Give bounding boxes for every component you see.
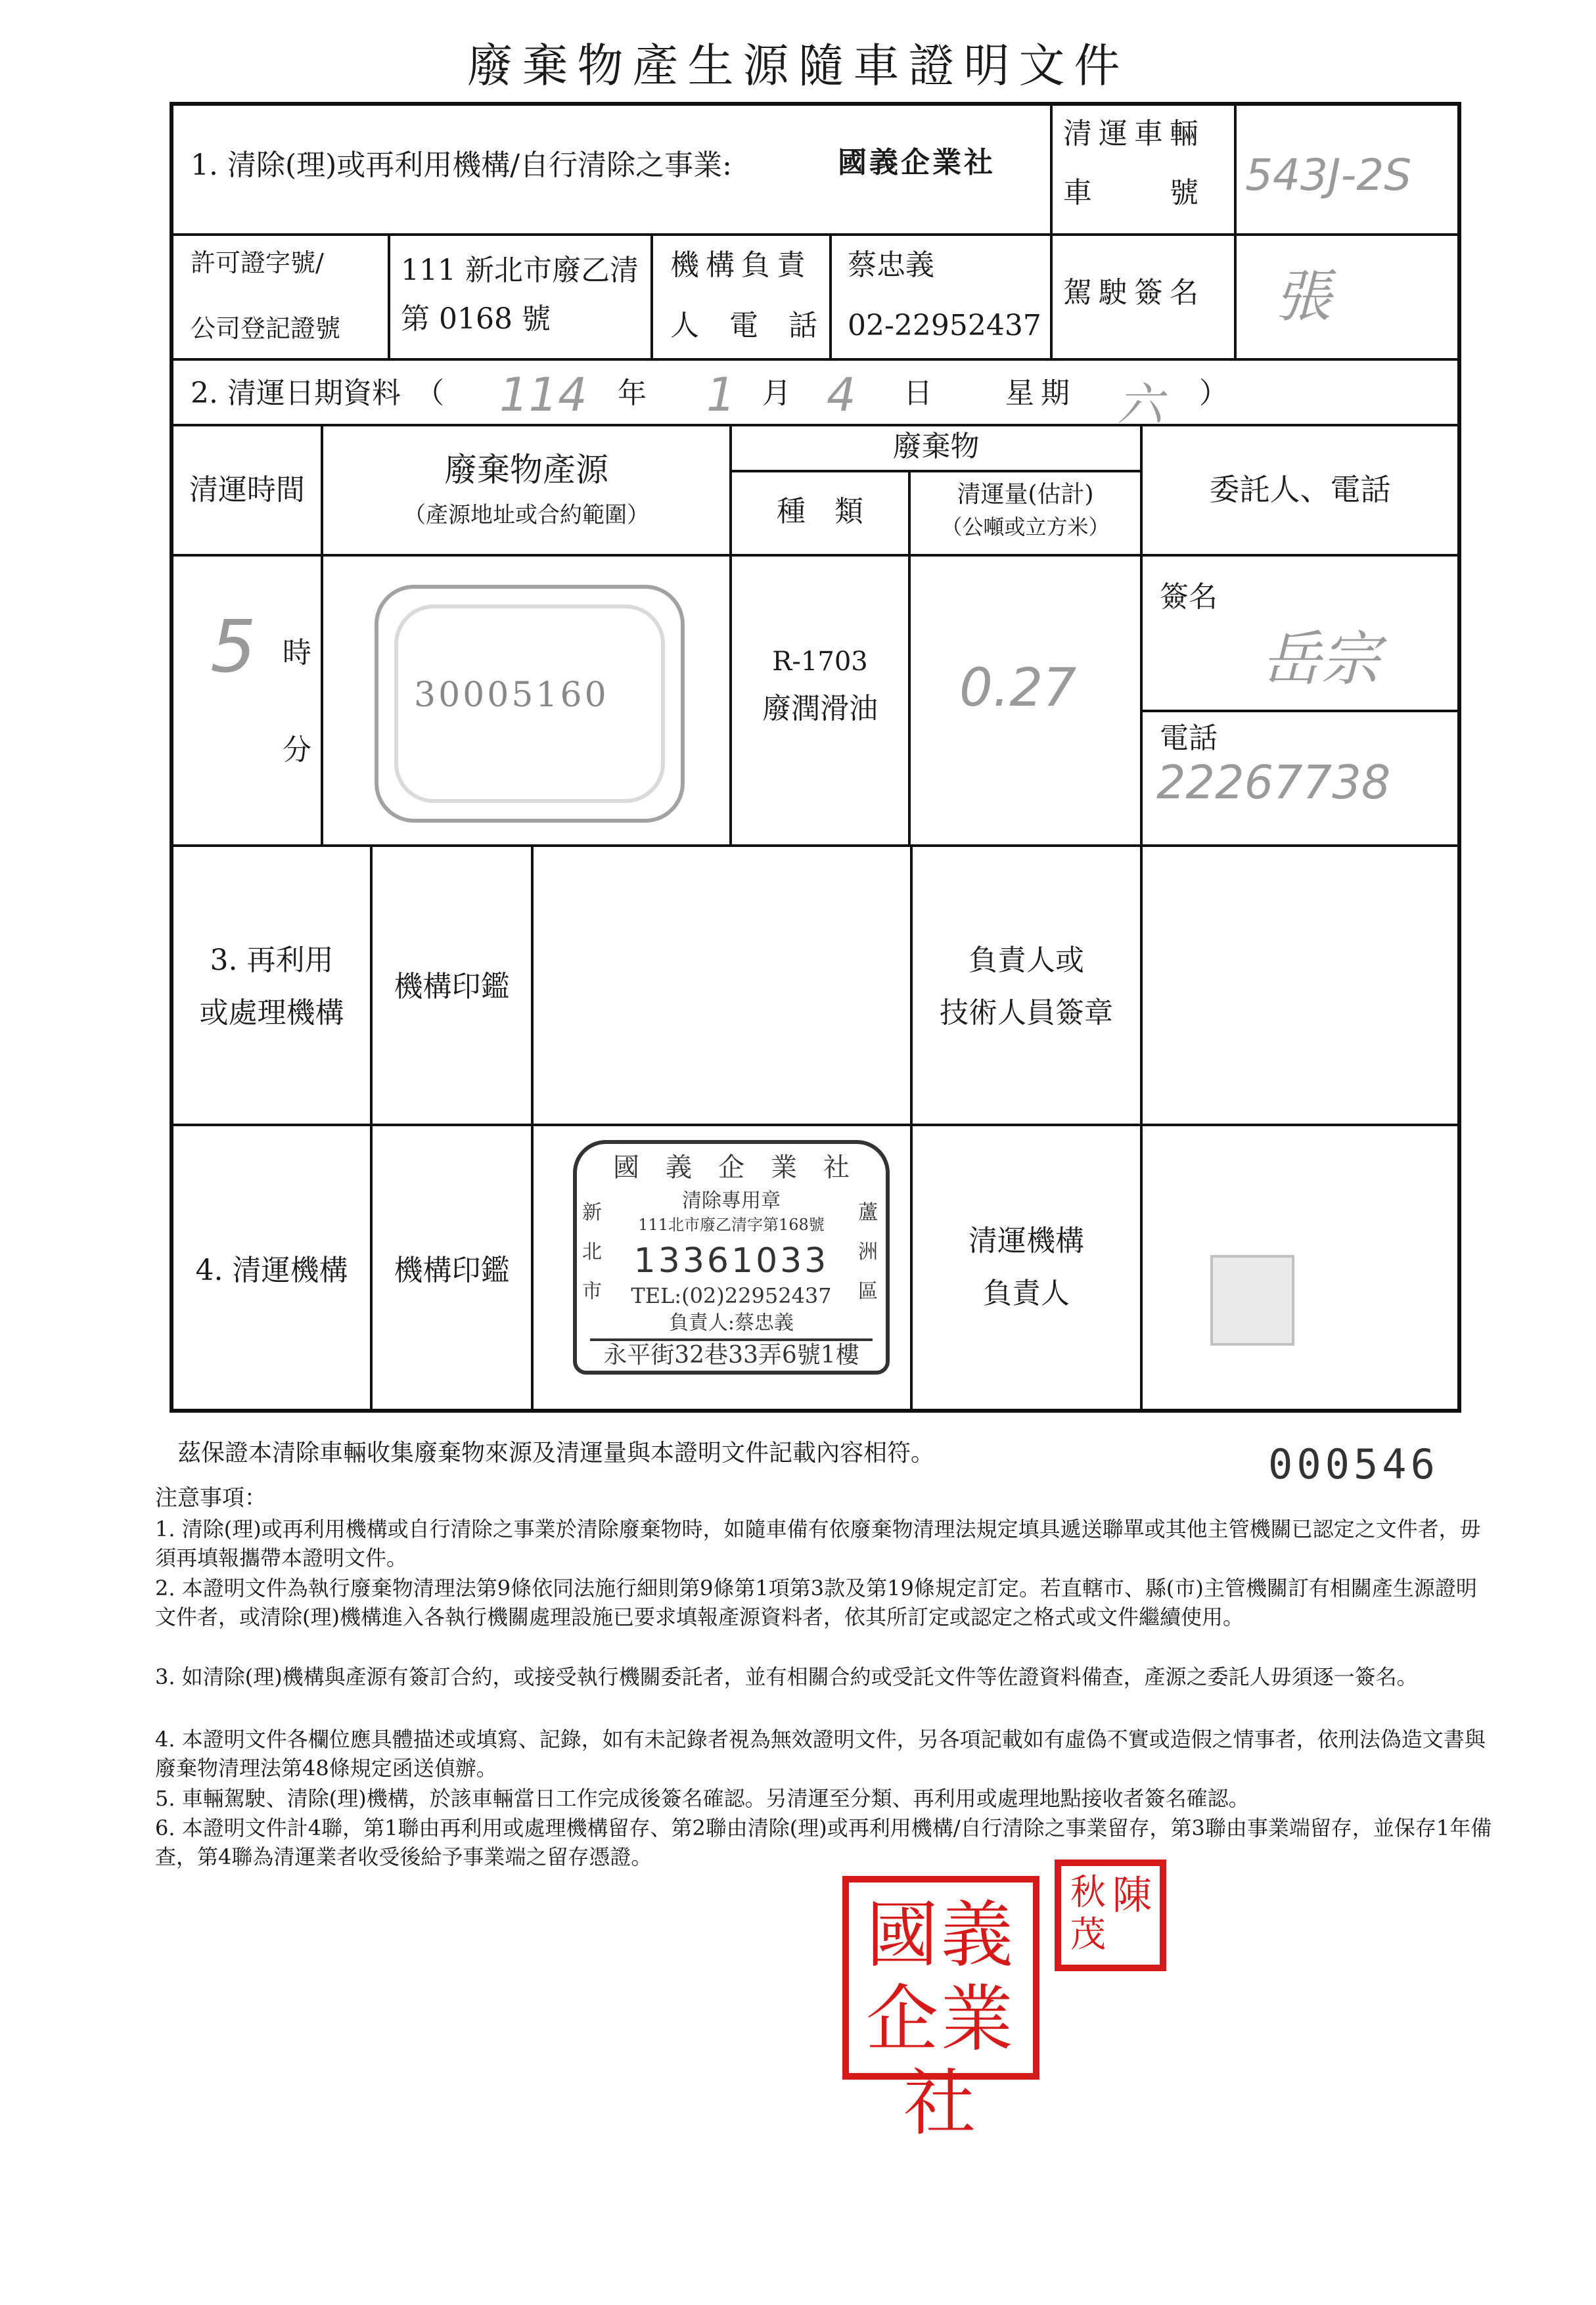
company-registration-label: 公司登記證號: [191, 314, 341, 343]
carrier-responsible-seal: [1210, 1255, 1294, 1346]
carrier-stamp-name: 國 義 企 業 社: [613, 1152, 850, 1183]
owner-red-seal: [1055, 1860, 1166, 1971]
permit-label: 許可證字號/: [191, 248, 324, 277]
day-value: 4: [827, 368, 856, 422]
operator-label: 1. 清除(理)或再利用機構/自行清除之事業:: [191, 148, 732, 182]
owner-name: 蔡忠義: [848, 248, 934, 282]
carrier-stamp-district: 蘆洲區: [858, 1201, 878, 1303]
note-4: 4. 本證明文件各欄位應具體描述或填寫、記錄，如有未記錄者視為無效證明文件，另各項記載如有虛偽不實或造假之情事者，依刑法偽造文書與廢棄物清理法第48條規定函送偵辦。: [155, 1727, 1486, 1781]
waste-amount-header: 清運量(估計): [957, 481, 1094, 508]
waste-code: R-1703: [772, 647, 868, 677]
section3-responsible-label: 負責人或: [969, 944, 1084, 977]
waste-amount: 0.27: [959, 657, 1077, 718]
owner-red-seal-surname: 陳: [1112, 1873, 1152, 1919]
client-signature: 岳宗: [1262, 625, 1380, 694]
client-phone-label: 電話: [1160, 721, 1218, 755]
hour-value: 5: [210, 605, 256, 689]
waste-column-header: 廢棄物: [892, 430, 980, 463]
permit-number-suffix: 第 0168 號: [401, 302, 551, 336]
section4-responsible-label: 負責人: [983, 1277, 1070, 1310]
declaration: 茲保證本清除車輛收集廢棄物來源及清運量與本證明文件記載內容相符。: [177, 1440, 935, 1467]
section4-label: 4. 清運機構: [195, 1254, 348, 1287]
section4-seal-label: 機構印鑑: [394, 1254, 510, 1287]
client-column-header: 委託人、電話: [1209, 472, 1391, 507]
minute-label: 分: [283, 733, 311, 767]
note-6: 6. 本證明文件計4聯，第1聯由再利用或處理機構留存、第2聯由清除(理)或再利用機構/自行清除之事業留存，第3聯由事業端留存，並保存1年備查，第4聯為清運業者收受後給予事業端之留存憑證。: [155, 1815, 1492, 1869]
permit-number: 111 新北市廢乙清: [401, 254, 639, 287]
weekday-value: 六: [1117, 378, 1163, 432]
year-label: 年: [618, 377, 647, 410]
company-red-seal: [842, 1876, 1039, 2145]
date-close: ）: [1199, 377, 1228, 410]
month-value: 1: [706, 368, 736, 422]
carrier-stamp-id: 13361033: [633, 1241, 829, 1281]
source-column-header: 廢棄物產源: [444, 451, 608, 489]
waste-type-header: 種 類: [777, 495, 863, 528]
note-1: 1. 清除(理)或再利用機構或自行清除之事業於清除廢棄物時，如隨車備有依廢棄物清理法規定填具遞送聯單或其他主管機關已認定之文件者，毋須再填報攜帶本證明文件。: [155, 1517, 1481, 1570]
notes-title: 注意事項：: [155, 1485, 267, 1511]
carrier-stamp-tel: TEL:(02)22952437: [631, 1283, 832, 1308]
year-value: 114: [499, 368, 587, 422]
owner-red-seal-given-name: 秋茂: [1070, 1871, 1106, 1955]
section3-label-2: 或處理機構: [199, 996, 344, 1030]
section3-technician-label: 技術人員簽章: [940, 996, 1113, 1030]
carrier-stamp-permit: 111北市廢乙清字第168號: [638, 1216, 825, 1234]
note-2: 2. 本證明文件為執行廢棄物清理法第9條依同法施行細則第9條第1項第3款及第19條規定訂定。若直轄市、縣(市)主管機關訂有相關產生源證明文件者，或清除(理)機構進入各執行機關處理設施已要求填報產源資料者，依其所訂定或認定之格式或文件繼續使用。: [155, 1576, 1477, 1630]
carrier-stamp-use: 清除專用章: [682, 1189, 781, 1212]
company-red-seal-text: 國義企業社: [866, 1893, 1016, 2145]
weekday-label: 星期: [1005, 377, 1076, 410]
client-sign-label: 簽名: [1160, 580, 1218, 614]
date-label: 2. 清運日期資料 （: [191, 377, 444, 410]
serial-number: 000546: [1268, 1440, 1439, 1488]
driver-signature-label: 駕駛簽名: [1063, 276, 1205, 309]
carrier-stamp-address: 永平街32巷33弄6號1樓: [590, 1338, 873, 1369]
client-phone: 22267738: [1156, 756, 1391, 810]
source-stamp-number: 30005160: [414, 675, 609, 715]
month-label: 月: [762, 377, 791, 410]
carrier-stamp-owner: 負責人:蔡忠義: [668, 1312, 794, 1335]
day-label: 日: [903, 377, 932, 410]
waste-name: 廢潤滑油: [762, 692, 878, 725]
vehicle-number-label: 車 號: [1063, 176, 1205, 210]
owner-phone-label: 人 電 話: [670, 309, 828, 342]
note-5: 5. 車輛駕駛、清除(理)機構，於該車輛當日工作完成後簽名確認。另清運至分類、再利用或處理地點接收者簽名確認。: [155, 1786, 1250, 1811]
driver-signature: 張: [1275, 264, 1331, 330]
section3-seal-label: 機構印鑑: [394, 970, 510, 1003]
vehicle-number: 543J-2S: [1245, 150, 1412, 200]
section4-carrier-label: 清運機構: [969, 1224, 1084, 1258]
section3-label: 3. 再利用: [210, 944, 334, 977]
time-column-header: 清運時間: [189, 473, 305, 507]
operator-company: 國義企業社: [838, 146, 995, 179]
note-3: 3. 如清除(理)機構與產源有簽訂合約，或接受執行機關委託者，並有相關合約或受託文件等佐證資料備查，產源之委託人毋須逐一簽名。: [155, 1664, 1418, 1689]
waste-amount-subheader: （公噸或立方米）: [941, 514, 1110, 539]
carrier-stamp-city: 新北市: [582, 1201, 602, 1303]
owner-phone: 02-22952437: [848, 309, 1041, 342]
vehicle-label: 清運車輛: [1063, 117, 1205, 150]
owner-label: 機構負責: [670, 248, 812, 282]
hour-label: 時: [283, 636, 311, 670]
source-column-subheader: （產源地址或合約範圍）: [403, 502, 649, 528]
carrier-stamp: [573, 1140, 890, 1375]
document-title: 廢棄物產生源隨車證明文件: [467, 39, 1129, 93]
